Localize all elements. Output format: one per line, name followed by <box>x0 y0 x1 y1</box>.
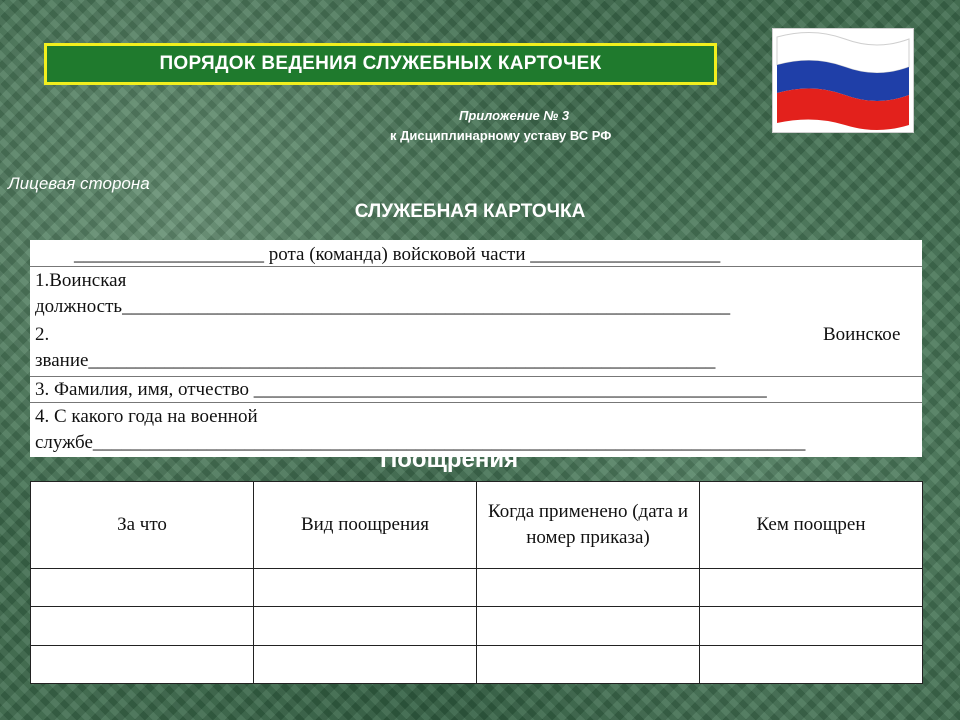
position-line: должность________________________________________________________________ <box>35 296 731 317</box>
rank-number: 2. <box>35 324 50 345</box>
table-row <box>31 607 923 645</box>
appendix-reference: к Дисциплинарному уставу ВС РФ <box>390 128 612 143</box>
form-divider <box>30 402 922 403</box>
rewards-table <box>30 481 923 684</box>
service-card-form <box>30 240 922 457</box>
card-title: СЛУЖЕБНАЯ КАРТОЧКА <box>354 201 586 222</box>
col-header-when-applied: Когда применено (дата и номер приказа) <box>477 482 700 569</box>
full-name-line: 3. Фамилия, имя, отчество ______________________________________________________ <box>35 379 767 400</box>
rewards-label: Поощрения <box>380 446 519 473</box>
appendix-note <box>380 106 690 146</box>
page-title: ПОРЯДОК ВЕДЕНИЯ СЛУЖЕБНЫХ КАРТОЧЕК <box>44 43 717 85</box>
col-header-reward-type: Вид поощрения <box>254 482 477 569</box>
service-year-label: 4. С какого года на военной <box>35 406 258 427</box>
service-year-line: службе___________________________________________________________________________ <box>35 432 806 453</box>
russian-flag <box>772 28 914 133</box>
rank-label: Воинское <box>823 324 901 345</box>
table-row <box>31 569 923 607</box>
unit-line: ____________________ рота (команда) войсковой части ____________________ <box>74 244 721 265</box>
table-row <box>31 645 923 683</box>
form-divider <box>30 376 922 377</box>
front-side-label: Лицевая сторона <box>8 174 150 193</box>
col-header-for-what: За что <box>31 482 254 569</box>
position-label: 1.Воинская <box>35 270 127 291</box>
rank-line: звание__________________________________________________________________ <box>35 350 716 371</box>
appendix-number: Приложение № 3 <box>459 108 570 123</box>
col-header-awarded-by: Кем поощрен <box>700 482 923 569</box>
form-divider <box>30 266 922 267</box>
